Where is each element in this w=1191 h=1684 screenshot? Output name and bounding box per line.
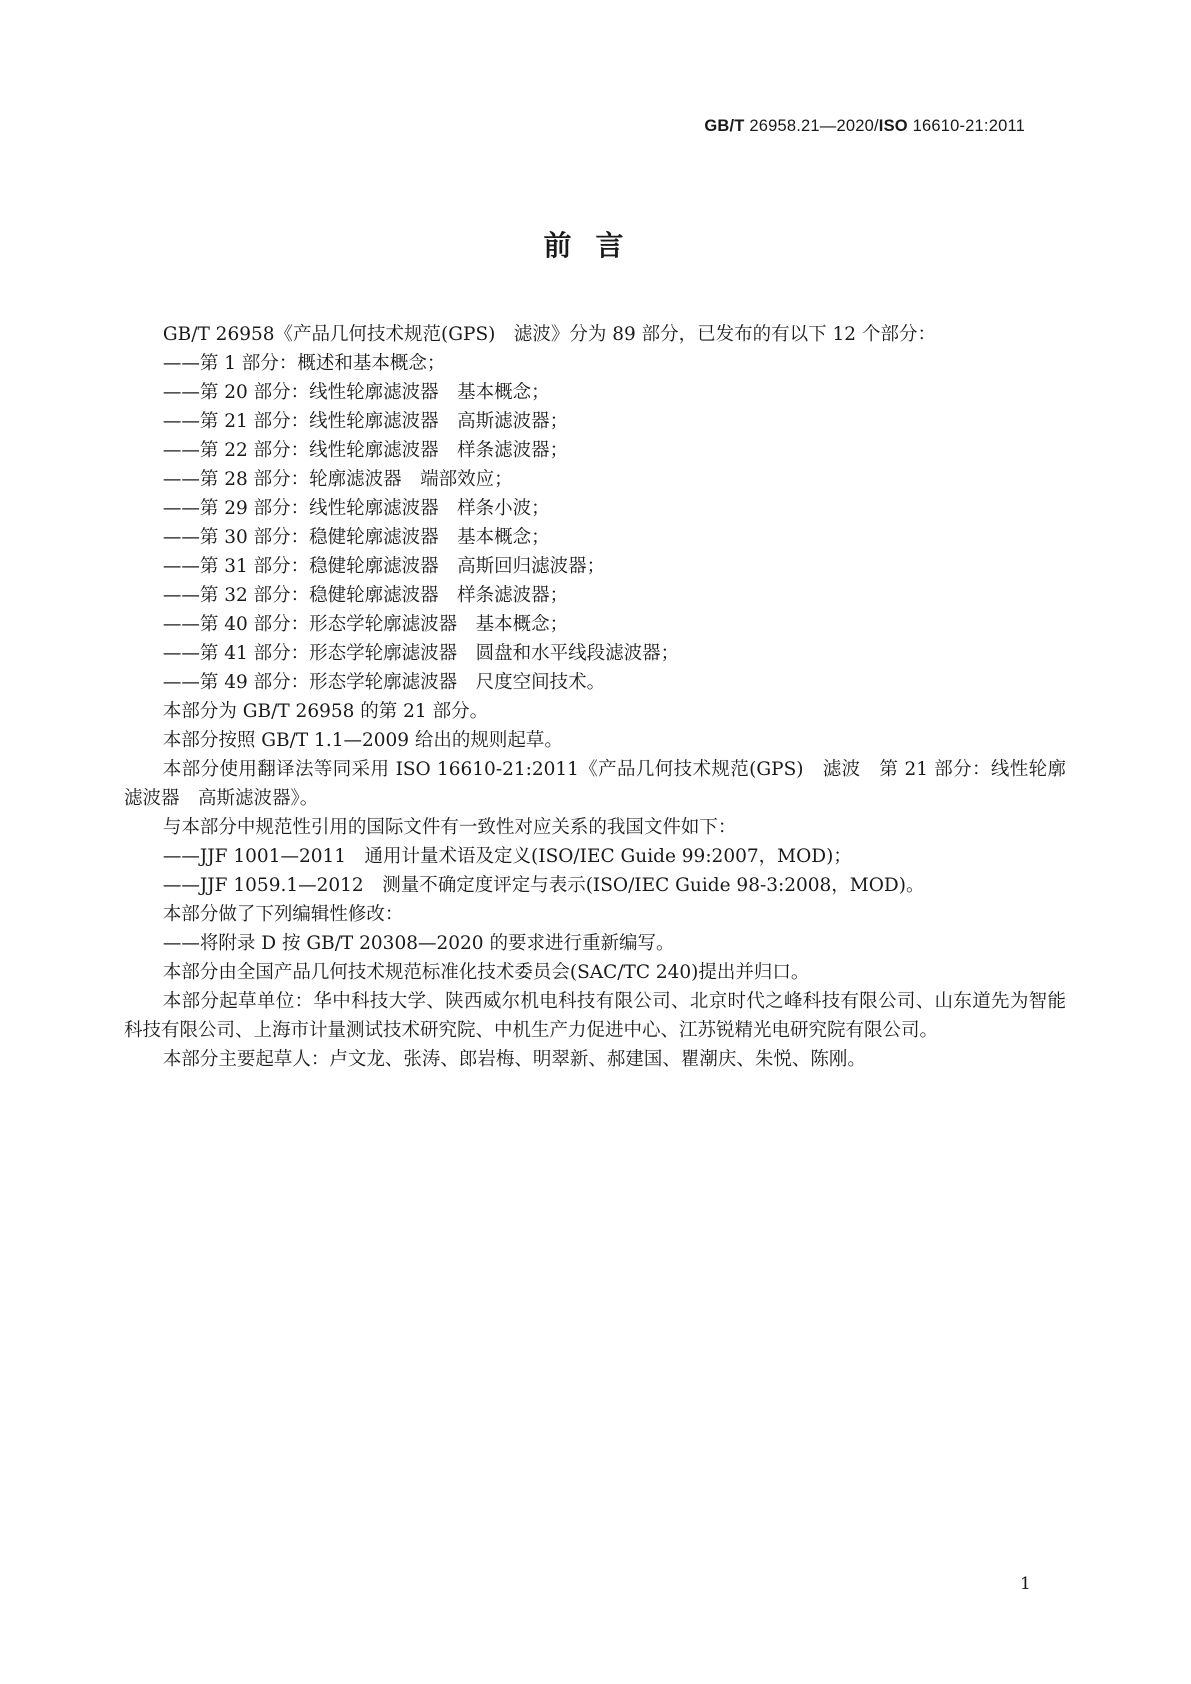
translation-paragraph: 本部分使用翻译法等同采用 ISO 16610-21:2011《产品几何技术规范(GPS) 滤波 第 21 部分：线性轮廓滤波器 高斯滤波器》。	[124, 759, 1066, 809]
page-title: 前言	[543, 229, 648, 262]
part-list-item: ——第 30 部分：稳健轮廓滤波器 基本概念；	[162, 527, 550, 548]
part-list-item: ——第 40 部分：形态学轮廓滤波器 基本概念；	[162, 614, 569, 635]
standard-code-iso: ISO	[878, 117, 908, 135]
page-number: 1	[1020, 1574, 1031, 1594]
part-list-item: ——第 49 部分：形态学轮廓滤波器 尺度空间技术。	[162, 672, 606, 693]
foreword-body	[124, 320, 1066, 1074]
standard-code-header	[704, 117, 1025, 136]
this-part-paragraph: 本部分为 GB/T 26958 的第 21 部分。	[162, 701, 489, 722]
part-list-item: ——第 29 部分：线性轮廓滤波器 样条小波；	[162, 498, 550, 519]
standard-code-prefix: GB/T	[704, 117, 745, 135]
standard-code-iso-number: 16610-21:2011	[907, 117, 1025, 135]
part-list-item: ——第 28 部分：轮廓滤波器 端部效应；	[162, 469, 513, 490]
part-list-item: ——第 1 部分：概述和基本概念；	[162, 353, 446, 374]
drafting-rules-paragraph: 本部分按照 GB/T 1.1—2009 给出的规则起草。	[162, 730, 563, 751]
correspondence-intro: 与本部分中规范性引用的国际文件有一致性对应关系的我国文件如下：	[162, 817, 737, 838]
drafting-units-paragraph: 本部分起草单位：华中科技大学、陕西威尔机电科技有限公司、北京时代之峰科技有限公司、山东道先为智能科技有限公司、上海市计量测试技术研究院、中机生产力促进中心、江苏锐精光电研究院有限公司。	[124, 991, 1066, 1041]
editorial-item: ——将附录 D 按 GB/T 20308—2020 的要求进行重新编写。	[162, 933, 675, 954]
part-list-item: ——第 41 部分：形态学轮廓滤波器 圆盘和水平线段滤波器；	[162, 643, 680, 664]
editorial-intro: 本部分做了下列编辑性修改：	[162, 904, 404, 925]
correspondence-item: ——JJF 1059.1—2012 测量不确定度评定与表示(ISO/IEC Guide 98-3:2008，MOD)。	[162, 875, 925, 896]
part-list-item: ——第 32 部分：稳健轮廓滤波器 样条滤波器；	[162, 585, 569, 606]
standard-code-number: 26958.21—2020/	[744, 117, 879, 135]
intro-paragraph: GB/T 26958《产品几何技术规范(GPS) 滤波》分为 89 部分，已发布的有以下 12 个部分：	[162, 324, 936, 345]
part-list-item: ——第 21 部分：线性轮廓滤波器 高斯滤波器；	[162, 411, 569, 432]
part-list-item: ——第 22 部分：线性轮廓滤波器 样条滤波器；	[162, 440, 569, 461]
correspondence-item: ——JJF 1001—2011 通用计量术语及定义(ISO/IEC Guide 99:2007，MOD)；	[162, 846, 852, 867]
drafters-paragraph: 本部分主要起草人：卢文龙、张涛、郎岩梅、明翠新、郝建国、瞿潮庆、朱悦、陈刚。	[162, 1049, 866, 1070]
proposed-by-paragraph: 本部分由全国产品几何技术规范标准化技术委员会(SAC/TC 240)提出并归口。	[162, 962, 810, 983]
part-list-item: ——第 31 部分：稳健轮廓滤波器 高斯回归滤波器；	[162, 556, 606, 577]
part-list-item: ——第 20 部分：线性轮廓滤波器 基本概念；	[162, 382, 550, 403]
